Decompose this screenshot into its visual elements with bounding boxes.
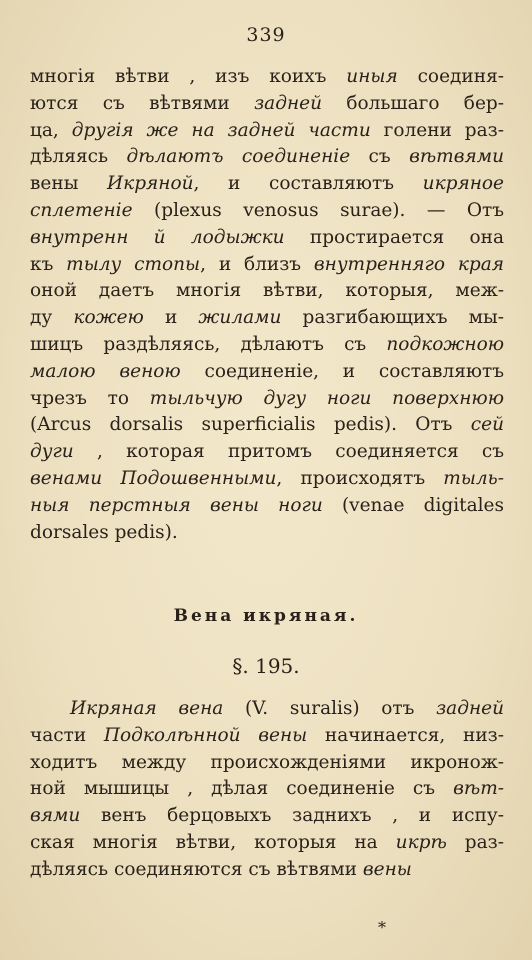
text-run: голени раз-	[370, 119, 505, 141]
text-run: шицъ раздѣляясь, дѣлаютъ съ	[30, 333, 387, 355]
italic-term: малою веною	[30, 360, 181, 382]
italic-term: икряное	[422, 173, 504, 195]
text-run: венъ берцовыхъ заднихъ , и испу-	[80, 805, 504, 827]
italic-term: жилами	[198, 307, 282, 329]
text-run: раз-	[446, 831, 504, 853]
text-run: многія вѣтви , изъ коихъ	[30, 66, 347, 87]
text-run: (plexus venosus surae). — Отъ	[132, 199, 504, 221]
italic-term: дуги	[30, 441, 74, 463]
paragraph-continued	[30, 64, 504, 546]
text-run: ская многія вѣтви, которыя на	[30, 831, 396, 853]
italic-term: подкожною	[386, 333, 504, 355]
text-line	[30, 830, 504, 857]
text-run: , и составляютъ	[193, 173, 423, 195]
text-run: , и близъ	[200, 253, 314, 275]
text-line	[30, 278, 504, 305]
italic-term: кожею	[73, 307, 144, 329]
text-line	[30, 225, 504, 252]
italic-term: вѣт-	[453, 778, 504, 800]
italic-term: сей	[470, 414, 504, 436]
text-run: (V. suralis) отъ	[223, 698, 437, 719]
text-run: начинается, низ-	[307, 724, 504, 746]
text-line	[30, 64, 504, 91]
paragraph-section-195	[30, 696, 504, 884]
text-run: , которая притомъ соединяется съ	[73, 441, 504, 463]
text-line	[30, 252, 504, 279]
text-run: , происходятъ	[276, 467, 444, 489]
text-run: простирается она	[284, 226, 504, 248]
text-run: dorsales pedis).	[30, 521, 178, 543]
italic-term: задней	[254, 92, 322, 114]
text-line	[30, 332, 504, 359]
italic-term: ныя перстныя вены ноги	[30, 494, 323, 516]
italic-term: другія же на задней части	[71, 119, 371, 141]
italic-term: Икряной	[107, 173, 194, 195]
italic-term: сплетеніе	[30, 199, 133, 221]
text-line	[30, 412, 504, 439]
italic-term: вѣтвями	[409, 146, 504, 168]
text-run: дѣляясь соединяются съ вѣтвями	[30, 858, 363, 880]
italic-term: внутренняго края	[313, 253, 504, 275]
text-run: части	[30, 724, 104, 746]
text-line	[30, 439, 504, 466]
italic-term: вями	[30, 805, 81, 827]
text-run: соединеніе, и составляютъ	[180, 360, 505, 382]
text-line	[30, 198, 504, 225]
text-run: (Arcus dorsalis superficialis pedis). Отъ	[30, 414, 471, 436]
text-line	[30, 857, 504, 884]
text-line	[30, 386, 504, 413]
text-line	[30, 493, 504, 520]
italic-term: вены	[362, 858, 412, 880]
page-number: 339	[246, 24, 286, 46]
text-run: ной мышицы , дѣлая соединеніе съ	[30, 778, 454, 800]
italic-term: икрѣ	[395, 831, 447, 853]
text-line	[30, 171, 504, 198]
text-run: ются съ вѣтвями	[30, 92, 255, 114]
text-line	[30, 359, 504, 386]
text-line	[30, 776, 504, 803]
italic-term: тылу стопы	[66, 253, 201, 275]
text-line	[30, 723, 504, 750]
italic-term: тыль-	[443, 467, 504, 489]
text-run: къ	[30, 253, 67, 275]
printer-mark: *	[378, 918, 386, 937]
text-line	[30, 696, 504, 723]
italic-term: тыльчую дугу ноги поверхнюю	[149, 387, 504, 409]
text-run: вены	[30, 173, 108, 195]
text-run: чрезъ то	[30, 387, 150, 409]
text-run: дѣляясь	[30, 146, 127, 168]
text-line	[30, 91, 504, 118]
text-run: ца,	[30, 119, 72, 141]
text-run: разгибающихъ мы-	[281, 307, 504, 329]
text-line	[30, 750, 504, 777]
italic-term: внутренн й лодыжки	[30, 226, 285, 248]
text-line	[30, 803, 504, 830]
italic-term: иныя	[346, 66, 398, 87]
italic-term: Икряная вена	[70, 698, 224, 719]
italic-term: Подколѣнной вены	[103, 724, 308, 746]
italic-term: задней	[436, 698, 504, 719]
section-heading: Вена икряная.	[173, 606, 359, 626]
text-line	[30, 520, 504, 547]
text-run: и	[143, 307, 199, 329]
text-run: съ	[350, 146, 410, 168]
text-run: (venae digitales	[322, 494, 504, 516]
text-run: большаго бер-	[322, 92, 504, 114]
text-run: соединя-	[397, 66, 504, 87]
text-run: ду	[30, 307, 74, 329]
italic-term: дѣлаютъ соединеніе	[126, 146, 351, 168]
text-line	[30, 118, 504, 145]
text-line	[30, 144, 504, 171]
text-run: ходитъ между происхожденіями икронож-	[30, 751, 504, 773]
text-run: оной даетъ многія вѣтви, которыя, меж-	[30, 280, 504, 302]
text-line	[30, 466, 504, 493]
text-line	[30, 305, 504, 332]
italic-term: венами Подошвенными	[30, 467, 277, 489]
section-number: §. 195.	[232, 654, 300, 678]
